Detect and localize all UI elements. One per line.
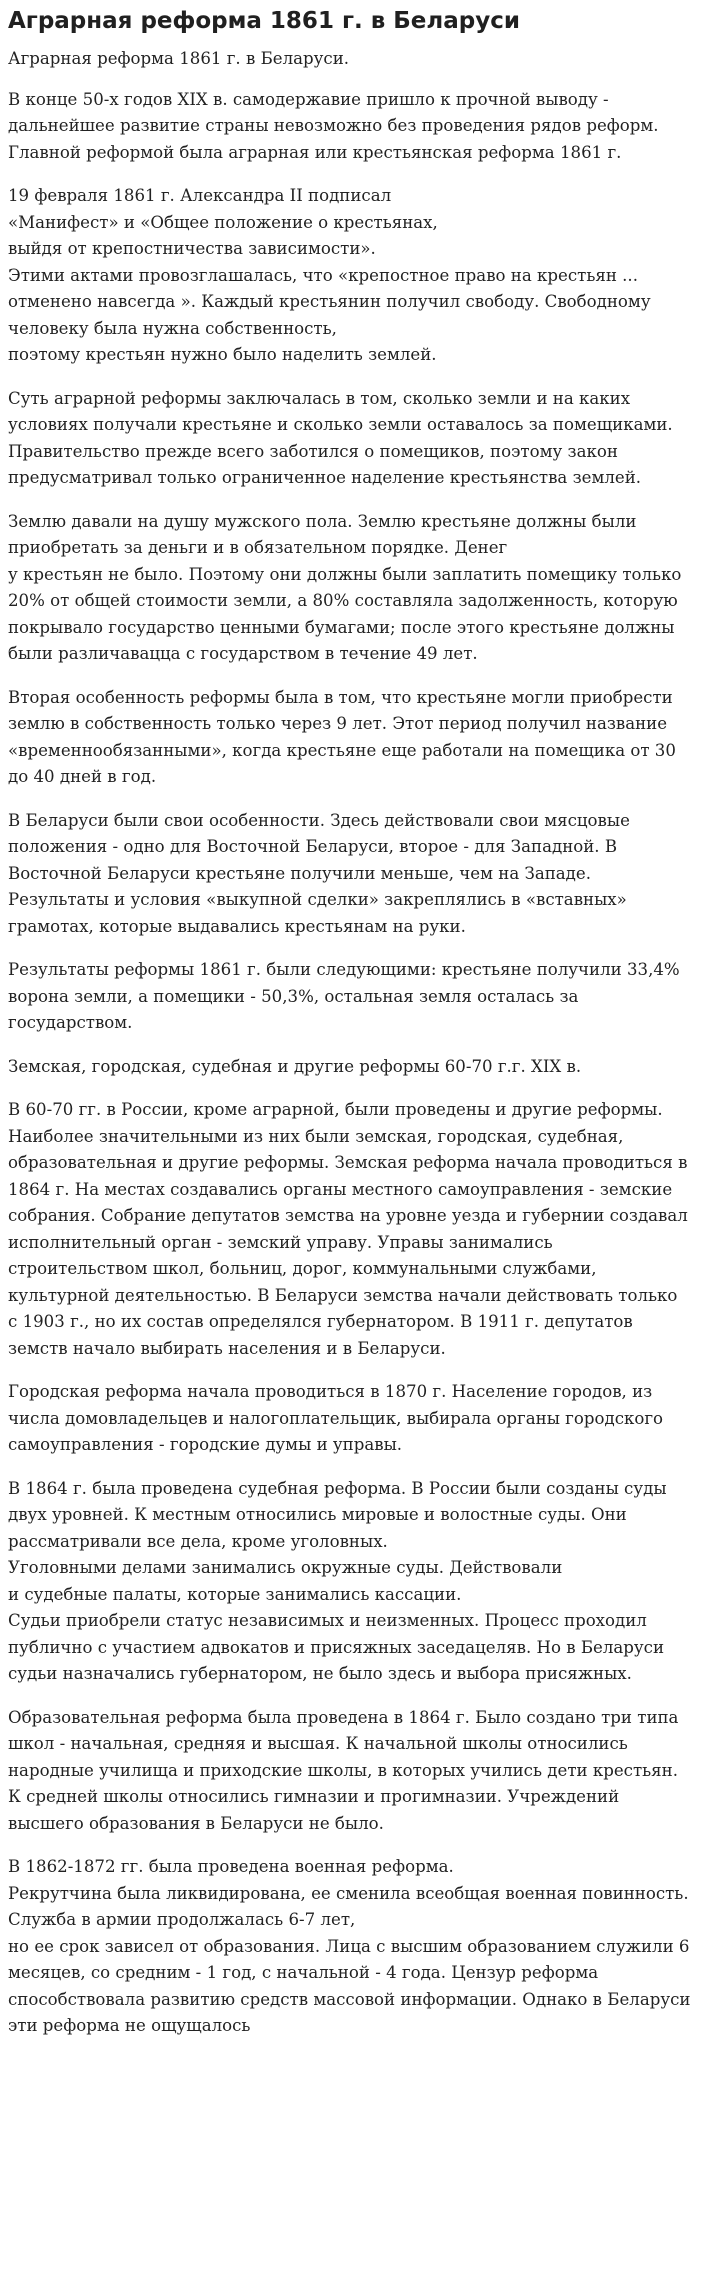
paragraph: В 1862-1872 гг. была проведена военная реформа. Рекрутчина была ликвидирована, ее сменила всеобщая военная повинность. Служба в армии продолжалась 6-7 лет, но ее срок зависел от образования. Лица с высшим образованием служили 6 месяцев, со средним - 1 год, с начальной - 4 года. Цензур реформа способствовала развитию средств массовой информации. Однако в Беларуси эти реформа не ощущалось [8, 1857, 691, 2035]
paragraph: В Беларуси были свои особенности. Здесь действовали свои мясцовые положения - одно для Восточной Беларуси, второе - для Западной. В Восточной Беларуси крестьяне получили меньше, чем на Западе. Результаты и условия «выкупной сделки» закреплялись в «вставных» грамотах, которые выдавались крестьянам на руки. [8, 810, 630, 936]
paragraph: 19 февраля 1861 г. Александра II подписал «Манифест» и «Общее положение о крестьянах, выйдя от крепостничества зависимости». Этими актами провозглашалась, что «крепостное право на крестьян ... отменено навсегда ». Каждый крестьянин получил свободу. Свободному человеку была нужна собственность, поэтому крестьян нужно было наделить землей. [8, 186, 651, 364]
paragraph: В конце 50-х годов XIX в. самодержавие пришло к прочной выводу - дальнейшее развитие страны невозможно без проведения рядов реформ. Главной реформой была аграрная или крестьянская реформа 1861 г. [8, 89, 659, 162]
paragraph: Суть аграрной реформы заключалась в том, сколько земли и на каких условиях получали крестьяне и сколько земли оставалось за помещиками. Правительство прежде всего заботился о помещиков, поэтому закон предусматривал только ограниченное наделение крестьянства землей. [8, 388, 673, 487]
paragraph: Городская реформа начала проводиться в 1870 г. Население городов, из числа домовладельцев и налогоплательщик, выбирала органы городского самоуправления - городские думы и управы. [8, 1382, 664, 1454]
paragraph: Образовательная реформа была проведена в 1864 г. Было создано три типа школ - начальная, средняя и высшая. К начальной школы относились народные училища и приходские школы, в которых учились дети крестьян. К средней школы относились гимназии и прогимназии. Учреждений высшего образования в Беларуси не было. [8, 1707, 679, 1833]
paragraph-section-heading: Земская, городская, судебная и другие реформы 60-70 г.г. XIX в. [8, 1056, 582, 1076]
paragraph: Вторая особенность реформы была в том, что крестьяне могли приобрести землю в собственность только через 9 лет. Этот период получил название «временнообязанными», когда крестьяне еще работали на помещика от 30 до 40 дней в год. [8, 687, 676, 786]
paragraph: Результаты реформы 1861 г. были следующими: крестьяне получили 33,4% ворона земли, а помещики - 50,3%, остальная земля осталась за государством. [8, 960, 680, 1032]
page-title: Аграрная реформа 1861 г. в Беларуси [8, 8, 520, 34]
paragraph: Землю давали на душу мужского пола. Землю крестьяне должны были приобретать за деньги и в обязательном порядке. Денег у крестьян не было. Поэтому они должны были заплатить помещику только 20% от общей стоимости земли, а 80% составляла задолженность, которую покрывало государство ценными бумагами; после этого крестьяне должны были различавацца с государством в течение 49 лет. [8, 511, 682, 663]
paragraph: В 60-70 гг. в России, кроме аграрной, были проведены и другие реформы. Наиболее значительными из них были земская, городская, судебная, образовательная и другие реформы. Земская реформа начала проводиться в 1864 г. На местах создавались органы местного самоуправления - земские собрания. Собрание депутатов земства на уровне уезда и губернии создавал исполнительный орган - земский управу. Управы занимались строительством школ, больниц, дорог, коммунальными службами, культурной деятельностью. В Беларуси земства начали действовать только с 1903 г., но их состав определялся губернатором. В 1911 г. депутатов земств начало выбирать населения и в Беларуси. [8, 1100, 688, 1358]
paragraph: В 1864 г. была проведена судебная реформа. В России были созданы суды двух уровней. К местным относились мировые и волостные суды. Они рассматривали все дела, кроме уголовных. Уголовными делами занимались окружные суды. Действовали и судебные палаты, которые занимались кассации. Судьи приобрели статус независимых и неизменных. Процесс проходил публично с участием адвокатов и присяжных заседацеляв. Но в Беларуси судьи назначались губернатором, не было здесь и выбора присяжных. [8, 1478, 667, 1683]
paragraph-subtitle: Аграрная реформа 1861 г. в Беларуси. [8, 49, 350, 68]
